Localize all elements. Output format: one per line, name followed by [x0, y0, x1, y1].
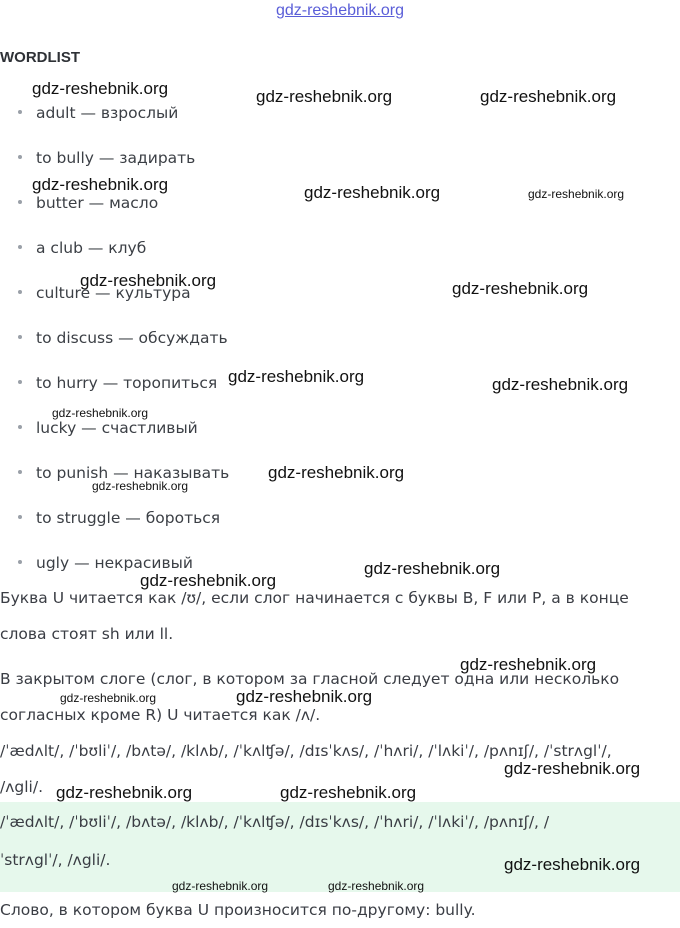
word-entry: a club — клуб — [36, 239, 147, 257]
word-entry: to discuss — обсуждать — [36, 329, 228, 347]
site-header-link[interactable]: gdz-reshebnik.org — [275, 2, 405, 19]
watermark: gdz-reshebnik.org — [60, 691, 157, 705]
watermark: gdz-reshebnik.org — [32, 79, 169, 98]
watermark: gdz-reshebnik.org — [452, 279, 589, 298]
rule-1-line-1: Буква U читается как /ʊ/, если слог начинается с буквы B, F или P, а в конце — [0, 589, 629, 607]
rule-2-line-2: согласных кроме R) U читается как /ʌ/. — [0, 706, 321, 724]
rule-2-line-1: В закрытом слоге (слог, в котором за гласной следует одна или несколько — [0, 670, 620, 688]
watermark: gdz-reshebnik.org — [528, 187, 625, 201]
list-item — [18, 192, 158, 214]
watermark: gdz-reshebnik.org — [268, 463, 405, 482]
word-entry: to struggle — бороться — [36, 509, 221, 527]
word-entry: ugly — некрасивый — [36, 554, 193, 572]
watermark: gdz-reshebnik.org — [32, 175, 169, 194]
list-item — [18, 372, 217, 394]
bullet-icon — [18, 335, 22, 339]
word-entry: adult — взрослый — [36, 104, 179, 122]
word-entry: culture — культура — [36, 284, 191, 302]
watermark: gdz-reshebnik.org — [504, 855, 641, 874]
list-item — [18, 507, 220, 529]
list-item — [18, 102, 178, 124]
bullet-icon — [18, 515, 22, 519]
watermark: gdz-reshebnik.org — [172, 879, 269, 893]
bullet-icon — [18, 470, 22, 474]
list-item — [18, 237, 146, 259]
rule-1-line-2: слова стоят sh или ll. — [0, 625, 174, 643]
word-entry: butter — масло — [36, 194, 159, 212]
word-entry: lucky — счастливый — [36, 419, 198, 437]
conclusion: Слово, в котором буква U произносится по-другому: bully. — [0, 901, 476, 919]
watermark: gdz-reshebnik.org — [52, 406, 149, 420]
watermark: gdz-reshebnik.org — [236, 687, 373, 706]
watermark: gdz-reshebnik.org — [56, 783, 193, 802]
bullet-icon — [18, 560, 22, 564]
watermark: gdz-reshebnik.org — [256, 87, 393, 106]
watermark: gdz-reshebnik.org — [492, 375, 629, 394]
watermark: gdz-reshebnik.org — [504, 759, 641, 778]
watermark: gdz-reshebnik.org — [140, 571, 277, 590]
transcription-line-2: /ʌgli/. — [0, 778, 43, 796]
bullet-icon — [18, 110, 22, 114]
watermark: gdz-reshebnik.org — [480, 87, 617, 106]
word-entry: to punish — наказывать — [36, 464, 230, 482]
watermark: gdz-reshebnik.org — [460, 655, 597, 674]
bullet-icon — [18, 425, 22, 429]
watermark: gdz-reshebnik.org — [228, 367, 365, 386]
watermark: gdz-reshebnik.org — [304, 183, 441, 202]
wordlist-heading: WORDLIST — [0, 49, 80, 66]
bullet-icon — [18, 245, 22, 249]
bullet-icon — [18, 380, 22, 384]
bullet-icon — [18, 155, 22, 159]
answer-line-2: ˈstrʌglˈ/, /ʌgli/. — [0, 851, 111, 869]
watermark: gdz-reshebnik.org — [328, 879, 425, 893]
word-entry: to hurry — торопиться — [36, 374, 218, 392]
transcription-line-1: /ˈædʌlt/, /ˈbʊliˈ/, /bʌtə/, /klʌb/, /ˈkʌlʧə/, /dɪsˈkʌs/, /ˈhʌri/, /ˈlʌkiˈ/, /pʌnɪʃ/, /ˈstrʌglˈ/, — [0, 742, 612, 760]
word-entry: to bully — задирать — [36, 149, 196, 167]
list-item — [18, 417, 198, 439]
watermark: gdz-reshebnik.org — [92, 479, 189, 493]
watermark: gdz-reshebnik.org — [280, 783, 417, 802]
bullet-icon — [18, 290, 22, 294]
watermark: gdz-reshebnik.org — [80, 271, 217, 290]
list-item — [18, 327, 228, 349]
watermark: gdz-reshebnik.org — [364, 559, 501, 578]
list-item — [18, 147, 195, 169]
answer-line-1: /ˈædʌlt/, /ˈbʊliˈ/, /bʌtə/, /klʌb/, /ˈkʌlʧə/, /dɪsˈkʌs/, /ˈhʌri/, /ˈlʌkiˈ/, /pʌnɪʃ/, / — [0, 813, 550, 831]
bullet-icon — [18, 200, 22, 204]
